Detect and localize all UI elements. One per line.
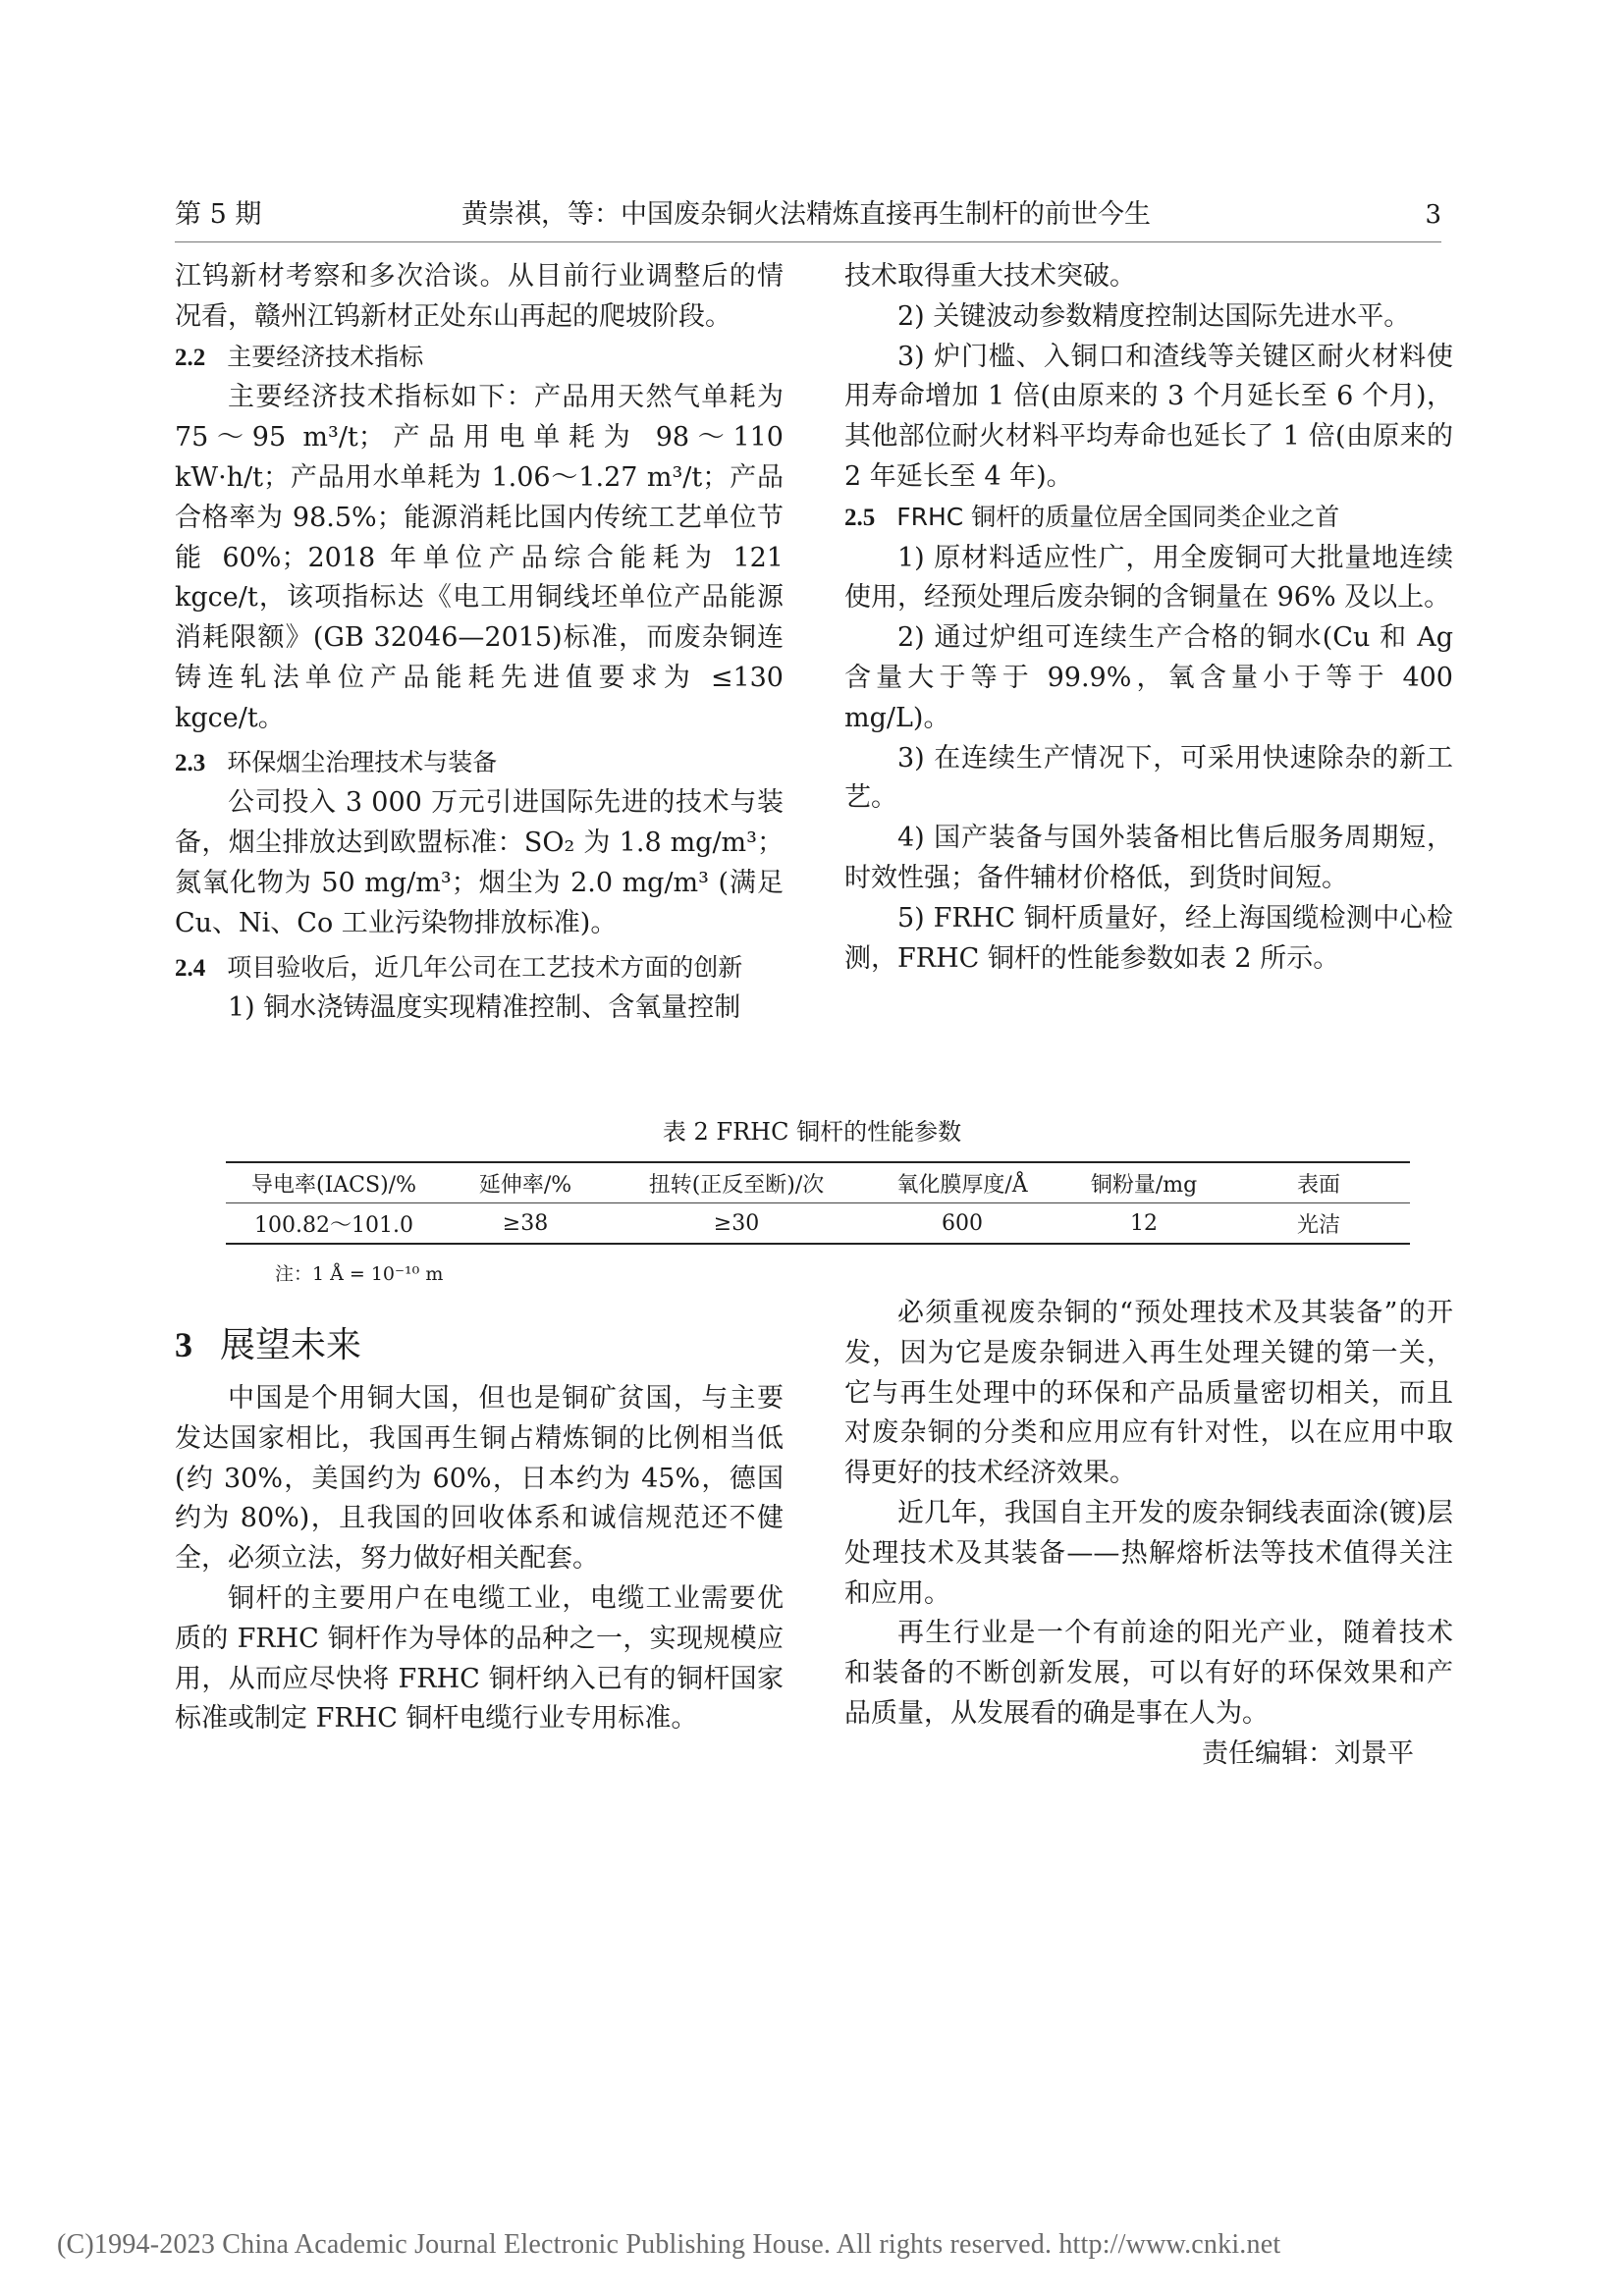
- table-header-cell: 扭转(正反至断)/次: [648, 1172, 825, 1198]
- left-column-upper: [175, 257, 784, 1029]
- section-title: FRHC 铜杆的质量位居全国同类企业之首: [896, 502, 1340, 531]
- paragraph: 再生行业是一个有前途的阳光产业，随着技术和装备的不断创新发展，可以有好的环保效果和产品质量，从发展看的确是事在人为。: [844, 1618, 1453, 1729]
- table-header-cell: 表面: [1296, 1172, 1340, 1198]
- copyright-footer: (C)1994-2023 China Academic Journal Electronic Publishing House. All rights reserved. http://www.cnki.net: [57, 2229, 1281, 2260]
- section-heading-2-3: [175, 743, 784, 784]
- table-cell: 600: [942, 1210, 983, 1236]
- paragraph: 4) 国产装备与国外装备相比售后服务周期短，时效性强；备件辅材价格低，到货时间短。: [844, 823, 1453, 893]
- table-cell: ≥30: [713, 1210, 760, 1236]
- table-cell: ≥38: [502, 1210, 549, 1236]
- section-number: 2.3: [175, 749, 206, 776]
- paragraph: 中国是个用铜大国，但也是铜矿贫国，与主要发达国家相比，我国再生铜占精炼铜的比例相当低(约 30%，美国约为 60%，日本约为 45%，德国约为 80%)，且我国的回收体系和诚信规范还不健全，必须立法，努力做好相关配套。: [175, 1383, 784, 1575]
- paragraph: 1) 原材料适应性广，用全废铜可大批量地连续使用，经预处理后废杂铜的含铜量在 96% 及以上。: [844, 542, 1453, 614]
- table-header-cell: 延伸率/%: [478, 1172, 572, 1198]
- table-cell: 100.82～101.0: [254, 1212, 413, 1238]
- table-row: [226, 1203, 1410, 1243]
- table-cell: 光洁: [1296, 1212, 1340, 1238]
- section-number: 2.4: [175, 954, 206, 982]
- section-title: 展望未来: [220, 1325, 362, 1365]
- paragraph: 3) 炉门槛、入铜口和渣线等关键区耐火材料使用寿命增加 1 倍(由原来的 3 个月延长至 6 个月)，其他部位耐火材料平均寿命也延长了 1 倍(由原来的 2 年延长至 4 年)。: [844, 341, 1453, 492]
- paragraph: 主要经济技术指标如下：产品用天然气单耗为 75～95 m³/t；产品用电单耗为 98～110 kW·h/t；产品用水单耗为 1.06～1.27 m³/t；产品合格率为 98.5%；能源消耗比国内传统工艺单位节能 60%；2018 年单位产品综合能耗为 121 kgce/t，该项指标达《电工用铜线坯单位产品能源消耗限额》(GB 32046—2015)标准，而废杂铜连铸连轧法单位产品能耗先进值要求为 ≤130 kgce/t。: [175, 382, 784, 733]
- table-header-cell: 氧化膜厚度/Å: [896, 1172, 1028, 1198]
- table-bottom-rule: [226, 1243, 1410, 1245]
- table-header-row: [226, 1163, 1410, 1202]
- section-heading-2-2: [175, 338, 784, 379]
- running-title: 黄崇祺，等：中国废杂铜火法精炼直接再生制杆的前世今生: [461, 199, 1151, 230]
- paragraph: 5) FRHC 铜杆质量好，经上海国缆检测中心检测，FRHC 铜杆的性能参数如表 2 所示。: [844, 902, 1453, 974]
- section-title: 环保烟尘治理技术与装备: [227, 747, 498, 776]
- running-header: [175, 192, 1441, 240]
- paragraph: 2) 通过炉组可连续生产合格的铜水(Cu 和 Ag 含量大于等于 99.9%，氧含量小于等于 400 mg/L)。: [844, 622, 1453, 733]
- paragraph: 公司投入 3 000 万元引进国际先进的技术与装备，烟尘排放达到欧盟标准：SO₂ 为 1.8 mg/m³；氮氧化物为 50 mg/m³；烟尘为 2.0 mg/m³ (满足 Cu、Ni、Co 工业污染物排放标准)。: [175, 787, 784, 938]
- section-title: 项目验收后，近几年公司在工艺技术方面的创新: [227, 952, 743, 982]
- right-column-lower: [844, 1294, 1453, 1775]
- table-note: 注：1 Å = 10⁻¹⁰ m: [275, 1263, 444, 1285]
- page-number: 3: [1425, 200, 1441, 230]
- section-heading-2-5: [844, 498, 1453, 539]
- table-2: [226, 1161, 1410, 1245]
- paragraph: 近几年，我国自主开发的废杂铜线表面涂(镀)层处理技术及其装备——热解熔析法等技术值得关注和应用。: [844, 1497, 1453, 1609]
- paragraph: 铜杆的主要用户在电缆工业，电缆工业需要优质的 FRHC 铜杆作为导体的品种之一，实现规模应用，从而应尽快将 FRHC 铜杆纳入已有的铜杆国家标准或制定 FRHC 铜杆电缆行业专用标准。: [175, 1582, 784, 1735]
- paragraph: 技术取得重大技术突破。: [844, 261, 1136, 292]
- table-header-cell: 铜粉量/mg: [1090, 1172, 1198, 1198]
- responsible-editor: 责任编辑：刘景平: [1202, 1737, 1414, 1769]
- issue-number: 第 5 期: [175, 199, 262, 230]
- right-column-upper: [844, 257, 1453, 979]
- header-rule: [175, 241, 1441, 242]
- paragraph: 必须重视废杂铜的“预处理技术及其装备”的开发，因为它是废杂铜进入再生处理关键的第一关，它与再生处理中的环保和产品质量密切相关，而且对废杂铜的分类和应用应有针对性，以在应用中取得更好的技术经济效果。: [844, 1298, 1453, 1489]
- paragraph: 2) 关键波动参数精度控制达国际先进水平。: [897, 300, 1411, 332]
- section-title: 主要经济技术指标: [227, 342, 424, 371]
- table-caption: 表 2 FRHC 铜杆的性能参数: [662, 1118, 962, 1146]
- paragraph: 江钨新材考察和多次洽谈。从目前行业调整后的情况看，赣州江钨新材正处东山再起的爬坡阶段。: [175, 261, 784, 332]
- paragraph: 1) 铜水浇铸温度实现精准控制、含氧量控制: [228, 992, 741, 1024]
- left-column-lower: [175, 1319, 784, 1739]
- table-header-cell: 导电率(IACS)/%: [251, 1172, 416, 1198]
- section-number: 2.2: [175, 344, 206, 371]
- section-number: 3: [175, 1325, 192, 1364]
- section-heading-2-4: [175, 948, 784, 989]
- section-number: 2.5: [844, 504, 876, 531]
- section-heading-3: [175, 1319, 784, 1371]
- table-cell: 12: [1130, 1210, 1158, 1236]
- paragraph: 3) 在连续生产情况下，可采用快速除杂的新工艺。: [844, 742, 1453, 814]
